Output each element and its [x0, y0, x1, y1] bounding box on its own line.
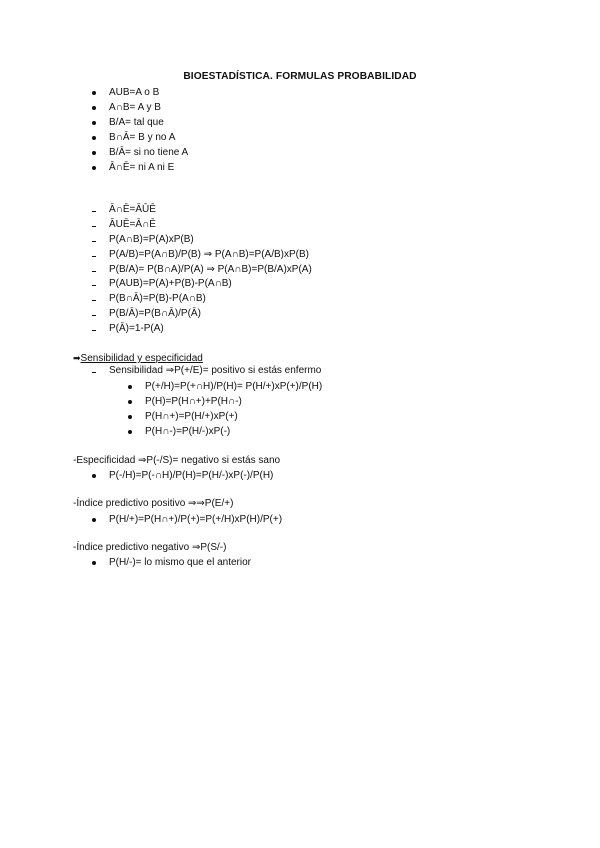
- bullet-icon: [92, 121, 96, 125]
- document-title: BIOESTADÍSTICA. FORMULAS PROBABILIDAD: [183, 71, 417, 82]
- definition-item: B∩Ā= B y no A: [109, 132, 176, 143]
- sensibilidad-item: P(+/H)=P(+∩H)/P(H)= P(H/+)xP(+)/P(H): [145, 381, 323, 392]
- formula-item: ĀUĒ=Ā∩Ē: [109, 219, 156, 230]
- formula-item: P(A/B)=P(A∩B)/P(B) ⇒ P(A∩B)=P(A/B)xP(B): [109, 249, 310, 260]
- definition-item: B/Ā= si no tiene A: [109, 147, 189, 158]
- dash-marker: [92, 256, 96, 257]
- sensibilidad-line: Sensibilidad ⇒P(+/E)= positivo si estás enfermo: [109, 365, 322, 376]
- dash-marker: [92, 285, 96, 286]
- arrow-right-icon: ➡: [73, 353, 81, 363]
- section-heading-text: Sensibilidad y especificidad: [80, 353, 203, 364]
- bullet-icon: [92, 561, 96, 565]
- ipn-line: -Índice predictivo negativo ⇒P(S/-): [73, 542, 227, 553]
- formula-item: Ā∩Ē=ĀŪĒ: [109, 204, 156, 215]
- dash-marker: [92, 300, 96, 301]
- dash-marker: [92, 372, 96, 373]
- dash-marker: [92, 315, 96, 316]
- bullet-icon: [92, 136, 96, 140]
- ipp-item: P(H/+)=P(H∩+)/P(+)=P(+/H)xP(H)/P(+): [109, 514, 283, 525]
- formula-item: P(B/A)= P(B∩A)/P(A) ⇒ P(A∩B)=P(B/A)xP(A): [109, 264, 312, 275]
- bullet-icon: [128, 430, 132, 434]
- sensibilidad-item: P(H)=P(H∩+)+P(H∩-): [145, 396, 242, 407]
- dash-marker: [92, 211, 96, 212]
- bullet-icon: [128, 400, 132, 404]
- definition-item: Ā∩Ē= ni A ni E: [109, 162, 175, 173]
- bullet-icon: [92, 166, 96, 170]
- bullet-icon: [92, 474, 96, 478]
- formula-item: P(B/Ā)=P(B∩Ā)/P(Ā): [109, 308, 201, 319]
- ipn-item: P(H/-)= lo mismo que el anterior: [109, 557, 251, 568]
- bullet-icon: [128, 415, 132, 419]
- dash-marker: [92, 271, 96, 272]
- formula-item: P(B∩Ā)=P(B)-P(A∩B): [109, 293, 206, 304]
- definition-item: A∩B= A y B: [109, 102, 161, 113]
- bullet-icon: [92, 106, 96, 110]
- definition-item: B/A= tal que: [109, 117, 164, 128]
- bullet-icon: [92, 151, 96, 155]
- section-heading: [73, 352, 203, 365]
- bullet-icon: [128, 385, 132, 389]
- bullet-icon: [92, 91, 96, 95]
- especificidad-line: -Especificidad ⇒P(-/S)= negativo si estás sano: [73, 455, 281, 466]
- especificidad-item: P(-/H)=P(-∩H)/P(H)=P(H/-)xP(-)/P(H): [109, 470, 274, 481]
- dash-marker: [92, 330, 96, 331]
- formula-item: P(A∩B)=P(A)xP(B): [109, 234, 194, 245]
- bullet-icon: [92, 518, 96, 522]
- definition-item: AUB=A o B: [109, 87, 160, 98]
- sensibilidad-item: P(H∩-)=P(H/-)xP(-): [145, 426, 231, 437]
- sensibilidad-item: P(H∩+)=P(H/+)xP(+): [145, 411, 238, 422]
- dash-marker: [92, 226, 96, 227]
- formula-item: P(Ā)=1-P(A): [109, 323, 164, 334]
- dash-marker: [92, 241, 96, 242]
- formula-item: P(AUB)=P(A)+P(B)-P(A∩B): [109, 278, 232, 289]
- ipp-line: -Índice predictivo positivo ⇒⇒P(E/+): [73, 498, 234, 509]
